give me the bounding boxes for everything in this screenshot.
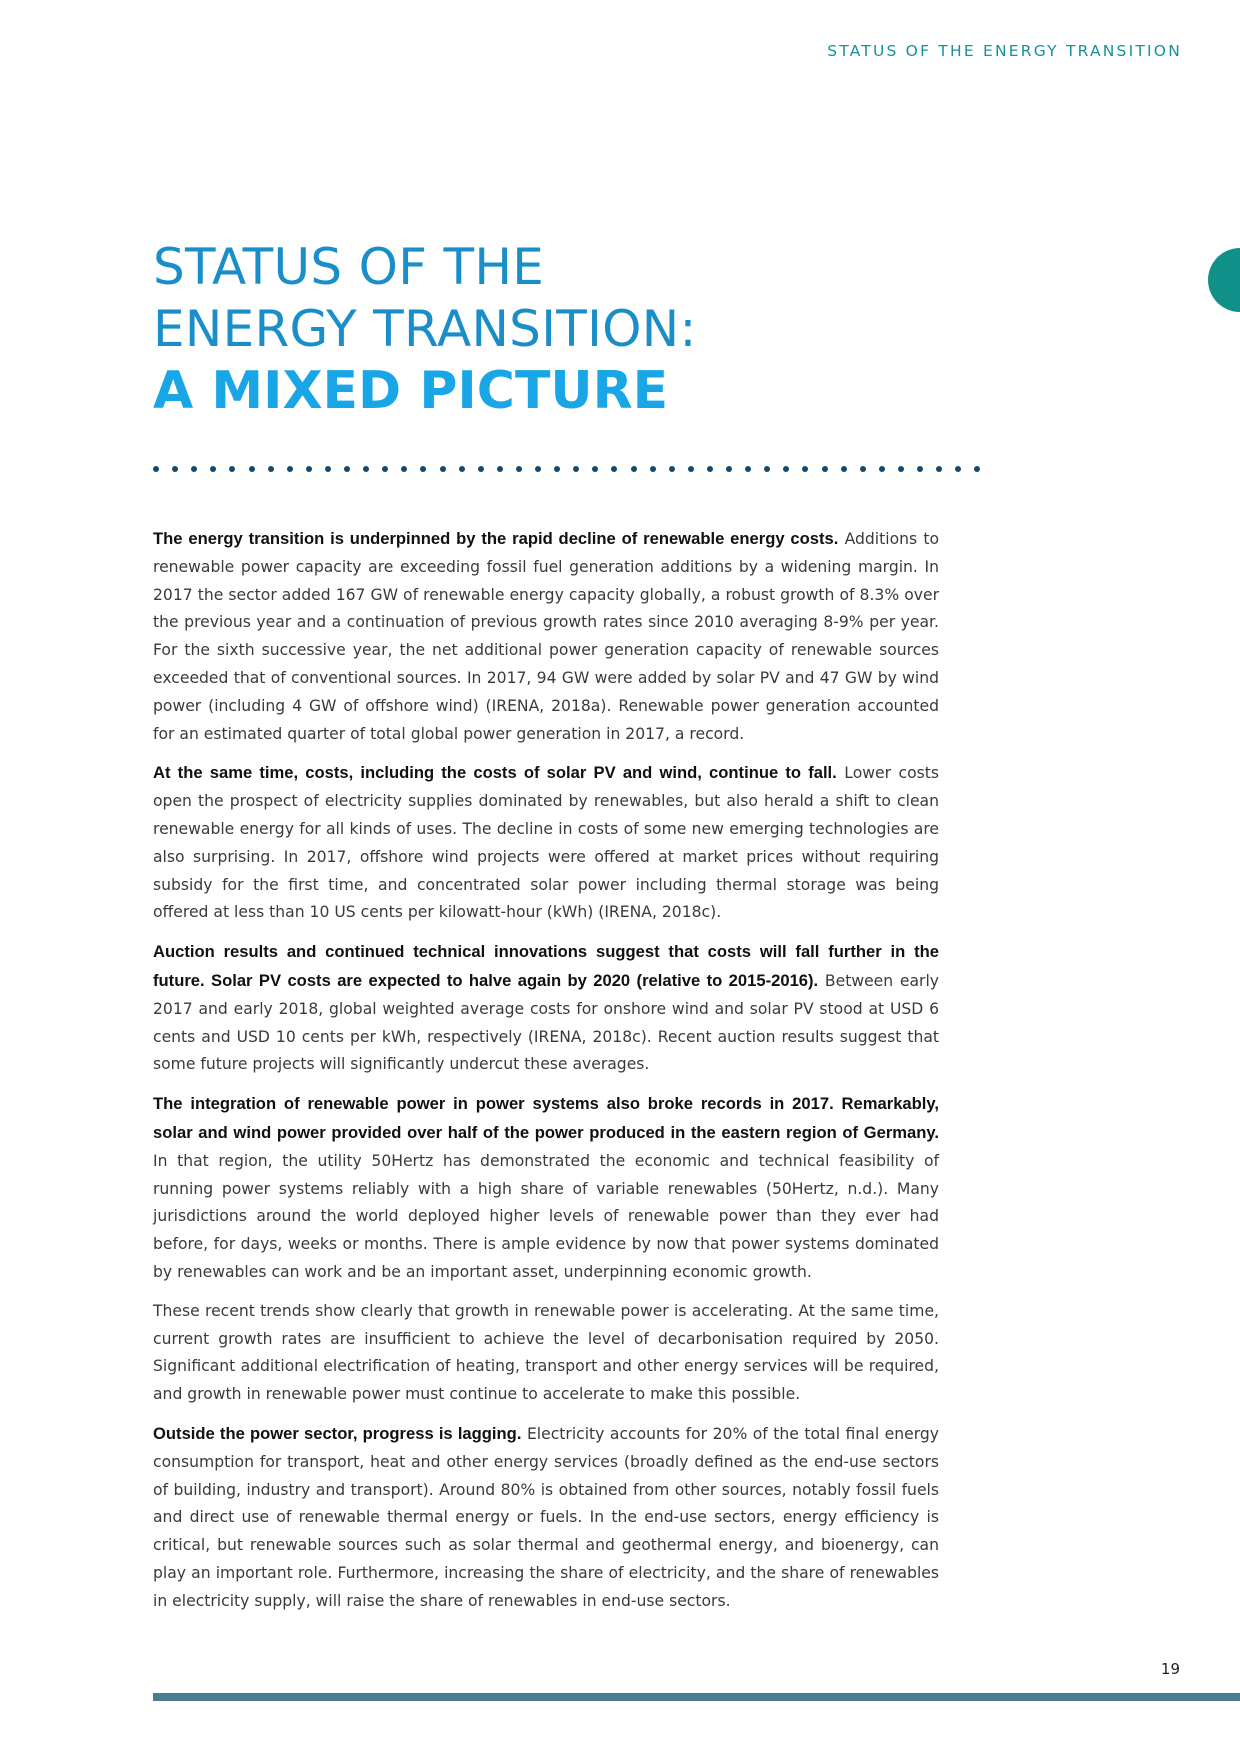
divider-dot <box>344 466 350 472</box>
paragraph-body: Lower costs open the prospect of electricity supplies dominated by renewables, but also herald a shift to clean renewable energy for all kinds of uses. The decline in costs of some new emerging technologies are also surprising. In 2017, offshore wind projects were offered at market prices without requiring subsidy for the first time, and concentrated solar power including thermal storage was being offered at less than 10 US cents per kilowatt-hour (kWh) (IRENA, 2018c). <box>153 764 940 922</box>
divider-dot <box>860 466 866 472</box>
paragraph <box>153 759 939 927</box>
divider-dot <box>440 466 446 472</box>
divider-dot <box>936 466 942 472</box>
divider-dot <box>535 466 541 472</box>
divider-dot <box>478 466 484 472</box>
divider-dot <box>822 466 828 472</box>
paragraph-lead: Auction results and continued technical innovations suggest that costs will fall further in the future. Solar PV costs are expected to halve again by 2020 (relative to 2015-2016). <box>153 942 939 990</box>
divider-dot <box>764 466 770 472</box>
divider-dot <box>688 466 694 472</box>
paragraph <box>153 1090 939 1287</box>
divider-dot <box>669 466 675 472</box>
paragraph <box>153 525 939 748</box>
dotted-divider <box>153 466 993 474</box>
divider-dot <box>516 466 522 472</box>
divider-dot <box>726 466 732 472</box>
divider-dot <box>153 466 159 472</box>
paragraph-body: These recent trends show clearly that growth in renewable power is accelerating. At the same time, current growth rates are insufficient to achieve the level of decarbonisation required by 2050. Significant additional electrification of heating, transport and other energy services will be required, and growth in renewable power must continue to accelerate to make this possible. <box>153 1301 939 1404</box>
running-head: STATUS OF THE ENERGY TRANSITION <box>827 42 1182 60</box>
page-number: 19 <box>1160 1660 1180 1678</box>
paragraph-body: Between early 2017 and early 2018, global weighted average costs for onshore wind and solar PV stood at USD 6 cents and USD 10 cents per kWh, respectively (IRENA, 2018c). Recent auction results suggest that some future projects will significantly undercut these averages. <box>153 971 940 1074</box>
divider-dot <box>459 466 465 472</box>
divider-dot <box>420 466 426 472</box>
footer-bar <box>153 1693 1240 1701</box>
divider-dot <box>974 466 980 472</box>
divider-dot <box>783 466 789 472</box>
divider-dot <box>382 466 388 472</box>
divider-dot <box>611 466 617 472</box>
divider-dot <box>554 466 560 472</box>
divider-dot <box>401 466 407 472</box>
divider-dot <box>249 466 255 472</box>
divider-dot <box>363 466 369 472</box>
paragraph-body: Electricity accounts for 20% of the total final energy consumption for transport, heat and other energy services (broadly defined as the end-use sectors of building, industry and transport). Around 80% is obtained from other sources, notably fossil fuels and direct use of renewable thermal energy or fuels. In the end-use sectors, energy efficiency is critical, but renewable sources such as solar thermal and geothermal energy, and bioenergy, can play an important role. Furthermore, increasing the share of electricity, and the share of renewables in electricity supply, will raise the share of renewables in end-use sectors. <box>153 1424 939 1610</box>
page-title <box>153 236 697 422</box>
paragraph-body: In that region, the utility 50Hertz has demonstrated the economic and technical feasibility of running power systems reliably with a high share of variable renewables (50Hertz, n.d.). Many jurisdictions around the world deployed higher levels of renewable power than they ever had before, for days, weeks or months. There is ample evidence by now that power systems dominated by renewables can work and be an important asset, underpinning economic growth. <box>153 1151 939 1281</box>
divider-dot <box>898 466 904 472</box>
divider-dot <box>306 466 312 472</box>
divider-dot <box>707 466 713 472</box>
body-text <box>153 525 939 1626</box>
paragraph-lead: Outside the power sector, progress is lagging. <box>153 1423 522 1443</box>
paragraph <box>153 1298 939 1409</box>
title-line-1: STATUS OF THE <box>153 238 545 296</box>
paragraph-body: Additions to renewable power capacity are exceeding fossil fuel generation additions by a widening margin. In 2017 the sector added 167 GW of renewable energy capacity globally, a robust growth of 8.3% over the previous year and a continuation of previous growth rates since 2010 averaging 8-9% per year. For the sixth successive year, the net additional power generation capacity of renewable sources exceeded that of conventional sources. In 2017, 94 GW were added by solar PV and 47 GW by wind power (including 4 GW of offshore wind) (IRENA, 2018a). Renewable power generation accounted for an estimated quarter of total global power generation in 2017, a record. <box>153 530 939 743</box>
title-line-3: A MIXED PICTURE <box>153 361 669 421</box>
divider-dot <box>841 466 847 472</box>
divider-dot <box>210 466 216 472</box>
section-tab-marker <box>1208 248 1240 312</box>
divider-dot <box>955 466 961 472</box>
divider-dot <box>917 466 923 472</box>
paragraph-lead: At the same time, costs, including the costs of solar PV and wind, continue to fall. <box>153 763 837 783</box>
divider-dot <box>497 466 503 472</box>
divider-dot <box>229 466 235 472</box>
divider-dot <box>325 466 331 472</box>
paragraph <box>153 1420 939 1616</box>
paragraph-lead: The integration of renewable power in power systems also broke records in 2017. Remarkably, solar and wind power provided over half of the power produced in the eastern region of Germany. <box>153 1094 939 1142</box>
paragraph <box>153 938 939 1079</box>
divider-dot <box>802 466 808 472</box>
divider-dot <box>745 466 751 472</box>
divider-dot <box>631 466 637 472</box>
divider-dot <box>191 466 197 472</box>
divider-dot <box>268 466 274 472</box>
divider-dot <box>592 466 598 472</box>
divider-dot <box>879 466 885 472</box>
divider-dot <box>172 466 178 472</box>
title-line-2: ENERGY TRANSITION: <box>153 300 697 358</box>
paragraph-lead: The energy transition is underpinned by the rapid decline of renewable energy costs. <box>153 529 839 548</box>
divider-dot <box>650 466 656 472</box>
divider-dot <box>573 466 579 472</box>
divider-dot <box>287 466 293 472</box>
